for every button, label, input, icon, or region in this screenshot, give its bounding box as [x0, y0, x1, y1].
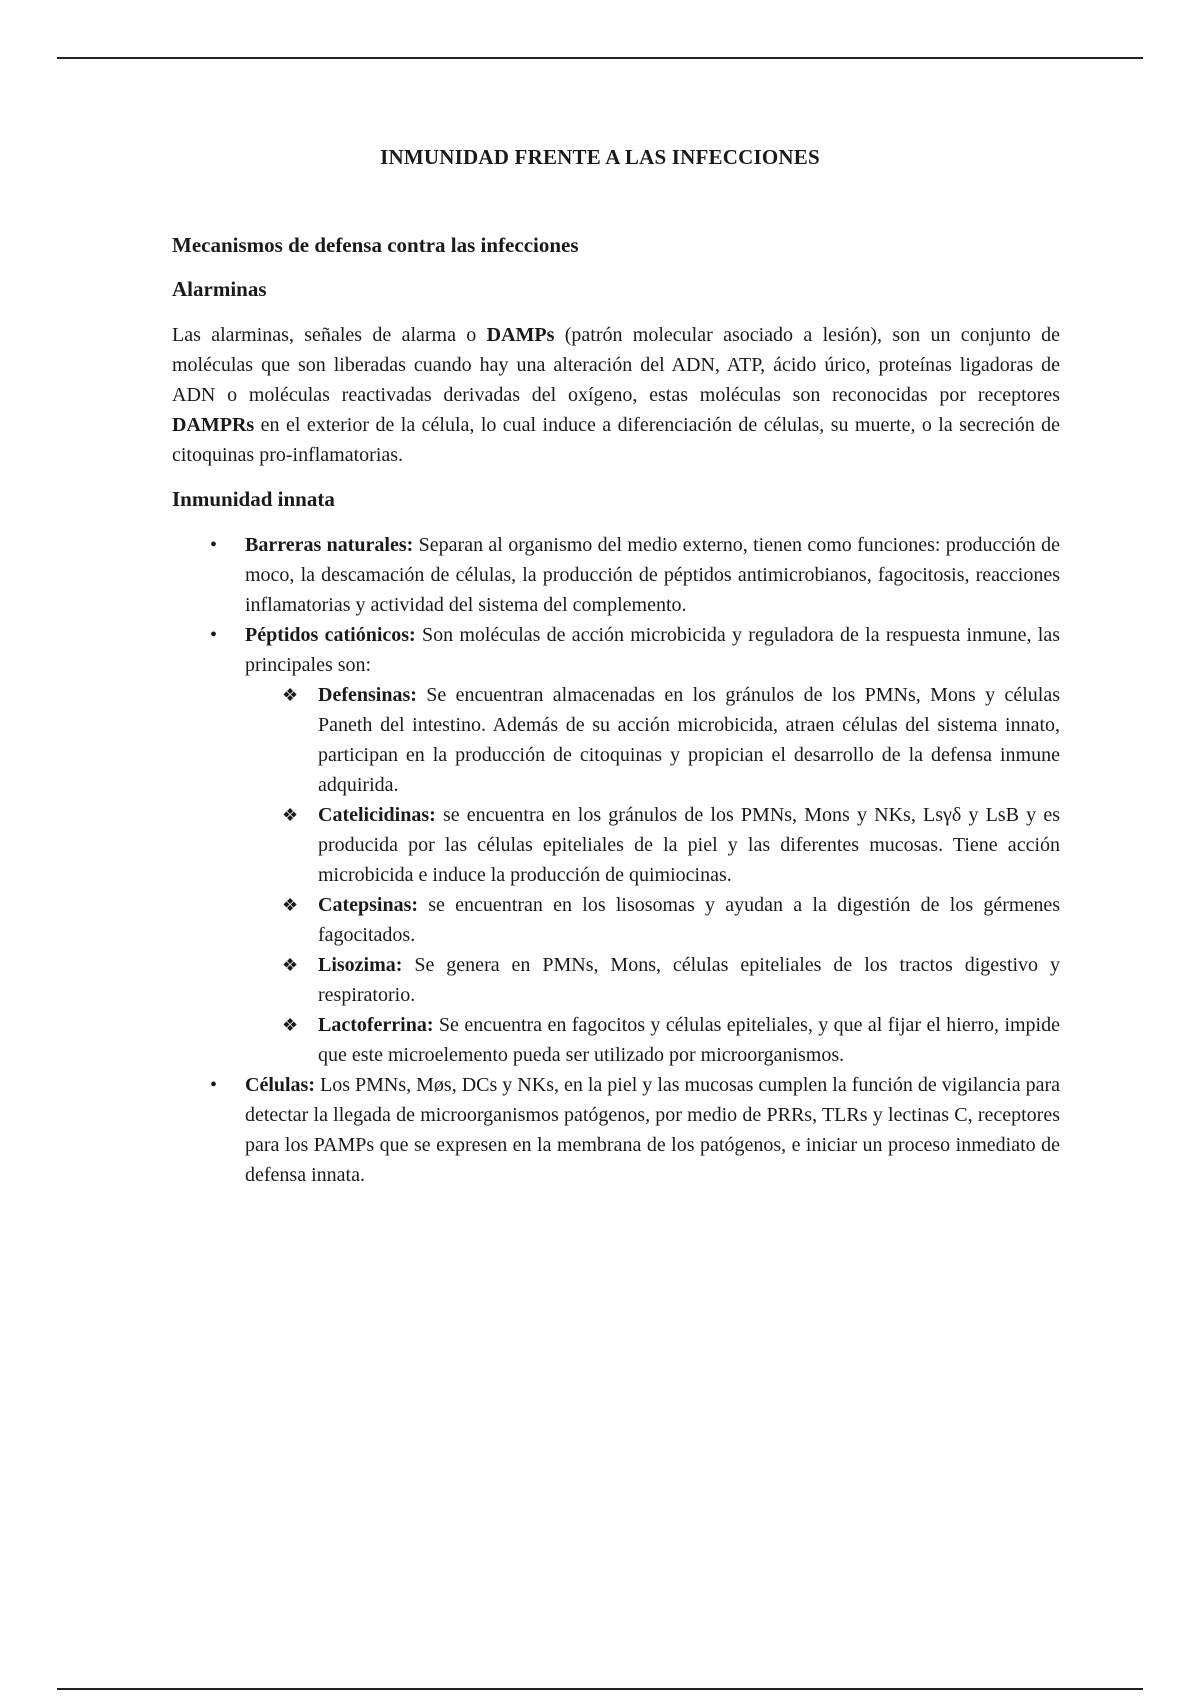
section-heading-innata: Inmunidad innata	[172, 487, 335, 511]
alarminas-paragraph: Las alarminas, señales de alarma o DAMPs (patrón molecular asociado a lesión), son un conjunto de moléculas que son liberadas cuando hay una alteración del ADN, ATP, ácido úrico, proteínas ligadoras de ADN o moléculas reactivadas derivadas del oxígeno, estas moléculas son reconocidas por receptores DAMPRs en el exterior de la célula, lo cual induce a diferenciación de células, su muerte, o la secreción de citoquinas pro-inflamatorias.	[172, 324, 1060, 466]
diamond-bullet-icon: ❖	[282, 805, 299, 825]
list-item: • Péptidos catiónicos: Son moléculas de acción microbicida y reguladora de la respuesta inmune, las principales son: ❖ Defensinas: Se encuentran almacenadas en los gránulos de los PMNs, Mons y células Paneth del intestino. Además de su acción microbicida, atraen células del sistema innato, participan en la producción de citoquinas y propician el desarrollo de la defensa inmune adquirida. ❖ Catelicidinas: se encuentra en los gránulos de los PMNs, Mons y NKs, Lsγδ y LsB y es producida por las células epiteliales de la piel y las diferentes mucosas. Tiene acción microbicida e induce la producción de quimiocinas. ❖ Catepsinas: se encuentran en los lisosomas y ayudan a la digestión de los gérmenes fagocitados. ❖ Lisozima: Se genera en PMNs, Mons, células epiteliales de los tractos digestivo y respiratorio. ❖ Lactoferrina: Se encuentra en fagocitos y células epiteliales, y que al fijar el hierro, impide que este microelemento pueda ser utilizado por microorganismos.	[172, 620, 1060, 1070]
diamond-bullet-icon: ❖	[282, 895, 299, 915]
diamond-bullet-icon: ❖	[282, 685, 299, 705]
sublist-item: ❖ Catepsinas: se encuentran en los lisosomas y ayudan a la digestión de los gérmenes fagocitados.	[245, 890, 1060, 950]
innate-list	[172, 530, 1060, 1190]
list-item: • Células: Los PMNs, Møs, DCs y NKs, en la piel y las mucosas cumplen la función de vigilancia para detectar la llegada de microorganismos patógenos, por medio de PRRs, TLRs y lectinas C, receptores para los PAMPs que se expresen en la membrana de los patógenos, e iniciar un proceso inmediato de defensa innata.	[172, 1070, 1060, 1190]
document-body	[172, 232, 1060, 1190]
bottom-rule	[57, 1688, 1143, 1690]
bullet-icon: •	[210, 534, 218, 556]
section-heading-alarminas: Alarminas	[172, 277, 267, 301]
page-title: INMUNIDAD FRENTE A LAS INFECCIONES	[380, 145, 820, 169]
sublist-item: ❖ Defensinas: Se encuentran almacenadas en los gránulos de los PMNs, Mons y células Paneth del intestino. Además de su acción microbicida, atraen células del sistema innato, participan en la producción de citoquinas y propician el desarrollo de la defensa inmune adquirida.	[245, 680, 1060, 800]
bullet-icon: •	[210, 1074, 218, 1096]
diamond-bullet-icon: ❖	[282, 1015, 299, 1035]
bullet-icon: •	[210, 624, 218, 646]
section-heading-mecanismos: Mecanismos de defensa contra las infecciones	[172, 233, 579, 257]
diamond-bullet-icon: ❖	[282, 955, 299, 975]
peptides-sublist	[245, 680, 1060, 1070]
sublist-item: ❖ Lactoferrina: Se encuentra en fagocitos y células epiteliales, y que al fijar el hierro, impide que este microelemento pueda ser utilizado por microorganismos.	[245, 1010, 1060, 1070]
sublist-item: ❖ Lisozima: Se genera en PMNs, Mons, células epiteliales de los tractos digestivo y respiratorio.	[245, 950, 1060, 1010]
top-rule	[57, 57, 1143, 59]
sublist-item: ❖ Catelicidinas: se encuentra en los gránulos de los PMNs, Mons y NKs, Lsγδ y LsB y es producida por las células epiteliales de la piel y las diferentes mucosas. Tiene acción microbicida e induce la producción de quimiocinas.	[245, 800, 1060, 890]
list-item: • Barreras naturales: Separan al organismo del medio externo, tienen como funciones: producción de moco, la descamación de células, la producción de péptidos antimicrobianos, fagocitosis, reacciones inflamatorias y actividad del sistema del complemento.	[172, 530, 1060, 620]
